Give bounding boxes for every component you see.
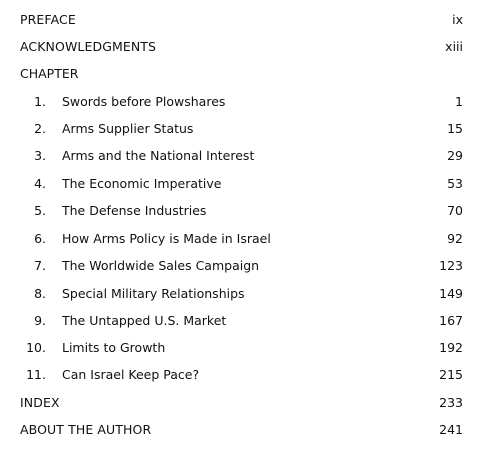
toc-chapter-entry bbox=[0, 146, 495, 166]
toc-chapter-entry bbox=[0, 338, 495, 358]
toc-entry-preface bbox=[0, 10, 495, 30]
chapter-title: The Untapped U.S. Market bbox=[62, 313, 227, 328]
toc-entry-title: ABOUT THE AUTHOR bbox=[20, 422, 152, 437]
chapter-title: The Economic Imperative bbox=[62, 176, 222, 191]
toc-chapter-entry bbox=[0, 365, 495, 385]
toc-entry-page: xiii bbox=[445, 39, 463, 54]
chapter-page: 192 bbox=[439, 340, 463, 355]
chapter-page: 15 bbox=[447, 121, 463, 136]
toc-entry-title: PREFACE bbox=[20, 12, 76, 27]
toc-entry-index bbox=[0, 393, 495, 413]
chapter-title: The Worldwide Sales Campaign bbox=[62, 258, 260, 273]
toc-chapter-entry bbox=[0, 284, 495, 304]
toc-chapter-entry bbox=[0, 311, 495, 331]
chapter-page: 167 bbox=[439, 313, 463, 328]
toc-entry-about-the-author bbox=[0, 420, 495, 440]
chapter-title: Special Military Relationships bbox=[62, 286, 245, 301]
chapter-number: 10. bbox=[26, 340, 46, 355]
chapter-title: How Arms Policy is Made in Israel bbox=[62, 231, 271, 246]
chapter-title: Limits to Growth bbox=[62, 340, 166, 355]
chapter-number: 5. bbox=[34, 203, 46, 218]
chapter-title: Swords before Plowshares bbox=[62, 94, 226, 109]
toc-entry-title: INDEX bbox=[20, 395, 60, 410]
toc-entry-title: ACKNOWLEDGMENTS bbox=[20, 39, 157, 54]
chapter-title: Can Israel Keep Pace? bbox=[62, 367, 200, 382]
chapter-number: 1. bbox=[34, 94, 46, 109]
chapter-number: 3. bbox=[34, 148, 46, 163]
chapter-page: 1 bbox=[455, 94, 463, 109]
chapter-page: 149 bbox=[439, 286, 463, 301]
toc-chapter-entry bbox=[0, 119, 495, 139]
chapter-title: Arms Supplier Status bbox=[62, 121, 194, 136]
toc-entry-page: 241 bbox=[439, 422, 463, 437]
toc-chapter-entry bbox=[0, 256, 495, 276]
toc-entry-page: 233 bbox=[439, 395, 463, 410]
chapter-page: 53 bbox=[447, 176, 463, 191]
chapter-page: 70 bbox=[447, 203, 463, 218]
chapter-number: 2. bbox=[34, 121, 46, 136]
chapter-number: 9. bbox=[34, 313, 46, 328]
chapter-number: 11. bbox=[26, 367, 46, 382]
toc-chapter-entry bbox=[0, 174, 495, 194]
chapter-title: The Defense Industries bbox=[62, 203, 207, 218]
toc-entry-acknowledgments bbox=[0, 37, 495, 57]
chapter-number: 4. bbox=[34, 176, 46, 191]
chapter-number: 7. bbox=[34, 258, 46, 273]
chapter-number: 8. bbox=[34, 286, 46, 301]
chapter-heading-row bbox=[0, 64, 495, 84]
toc-chapter-entry bbox=[0, 92, 495, 112]
toc-chapter-entry bbox=[0, 201, 495, 221]
chapter-page: 29 bbox=[447, 148, 463, 163]
chapter-page: 215 bbox=[439, 367, 463, 382]
chapter-page: 123 bbox=[439, 258, 463, 273]
chapter-number: 6. bbox=[34, 231, 46, 246]
chapter-title: Arms and the National Interest bbox=[62, 148, 255, 163]
chapter-page: 92 bbox=[447, 231, 463, 246]
toc-entry-page: ix bbox=[452, 12, 463, 27]
toc-chapter-entry bbox=[0, 229, 495, 249]
chapter-heading: CHAPTER bbox=[20, 66, 79, 81]
